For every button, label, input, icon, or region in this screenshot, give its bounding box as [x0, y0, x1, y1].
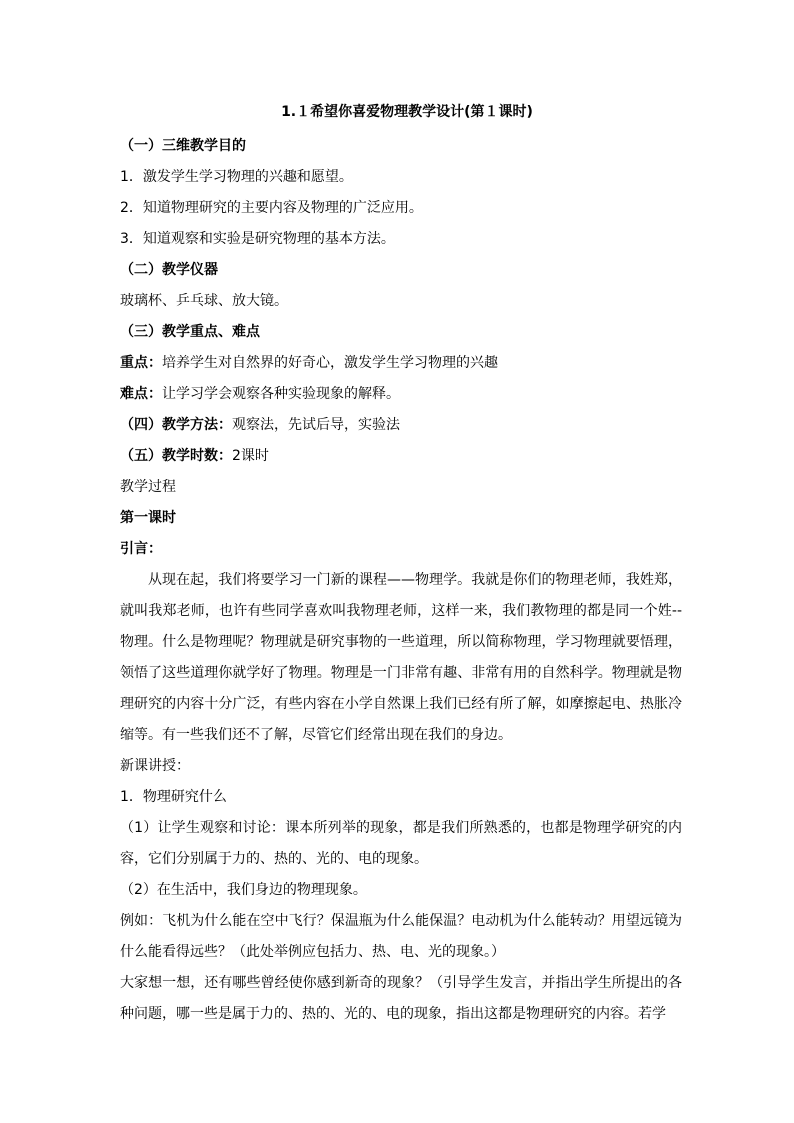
- difficulty-text: 让学习学会观察各种实验现象的解释。: [162, 386, 400, 402]
- discussion-paragraph: 大家想一想，还有哪些曾经使你感到新奇的现象？（引导学生发言，并指出学生所提出的各种问题，哪一些是属于力的、热的、光的、电的现象，指出这都是物理研究的内容。若学: [120, 975, 682, 1022]
- section-heading-goals: （一）三维教学目的: [120, 138, 246, 154]
- lesson-heading: 第一课时: [120, 510, 176, 526]
- goal-item-1: 1．激发学生学习物理的兴趣和愿望。: [120, 169, 353, 185]
- difficulty-line: [120, 379, 682, 410]
- new-lesson-heading: 新课讲授：: [120, 758, 190, 774]
- hours-text: 2课时: [232, 448, 269, 464]
- goal-item-3: 3．知道观察和实验是研究物理的基本方法。: [120, 231, 395, 247]
- intro-paragraph: 从现在起，我们将要学习一门新的课程——物理学。我就是你们的物理老师，我姓郑，就叫我郑老师，也许有些同学喜欢叫我物理老师，这样一来，我们教物理的都是同一个姓--物理。什么是物理呢？物理就是研究事物的一些道理，所以简称物理，学习物理就要悟理，领悟了这些道理你就学好了物理。物理是一门非常有趣、非常有用的自然科学。物理就是物理研究的内容十分广泛，有些内容在小学自然课上我们已经有所了解，如摩擦起电、热胀冷缩等。有一些我们还不了解，尽管它们经常出现在我们的身边。: [120, 572, 682, 743]
- key-point-line: [120, 348, 682, 379]
- example-paragraph: 例如：飞机为什么能在空中飞行？保温瓶为什么能保温？电动机为什么能转动？用望远镜为什么能看得远些？（此处举例应包括力、热、电、光的现象。）: [120, 913, 682, 960]
- hours-line: [120, 441, 682, 472]
- goal-item-2: 2．知道物理研究的主要内容及物理的广泛应用。: [120, 200, 423, 216]
- key-point-text: 培养学生对自然界的好奇心，激发学生学习物理的兴趣: [162, 355, 498, 371]
- sub-item-2: （2）在生活中，我们身边的物理现象。: [120, 882, 367, 898]
- process-heading: 教学过程: [120, 479, 176, 495]
- section-heading-keypoints: （三）教学重点、难点: [120, 324, 260, 340]
- item-1-heading: 1．物理研究什么: [120, 789, 227, 805]
- difficulty-label: 难点：: [120, 386, 162, 402]
- method-text: 观察法，先试后导，实验法: [232, 417, 400, 433]
- document-title: 1.１希望你喜爱物理教学设计(第１课时): [281, 104, 533, 120]
- hours-label: （五）教学时数：: [120, 448, 232, 464]
- method-line: [120, 410, 682, 441]
- section-heading-instruments: （二）教学仪器: [120, 262, 218, 278]
- instruments-text: 玻璃杯、乒乓球、放大镜。: [120, 293, 288, 309]
- method-label: （四）教学方法：: [120, 417, 232, 433]
- sub-item-1: （1）让学生观察和讨论：课本所列举的现象，都是我们所熟悉的，也都是物理学研究的内容，它们分别属于力的、热的、光的、电的现象。: [120, 820, 682, 867]
- key-point-label: 重点：: [120, 355, 162, 371]
- intro-label: 引言：: [120, 541, 162, 557]
